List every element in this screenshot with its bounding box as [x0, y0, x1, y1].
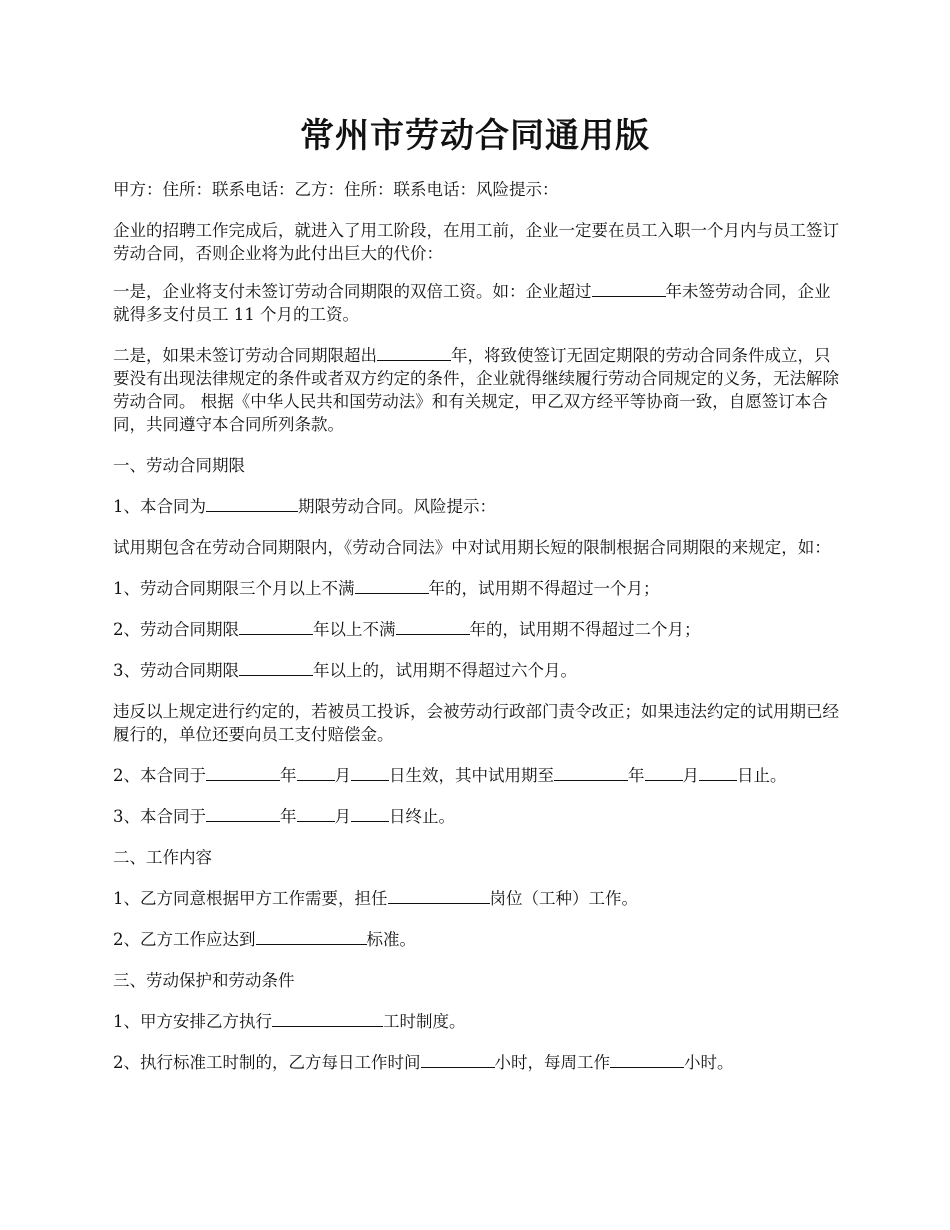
paragraph-clause: 3、本合同于 年 月 日终止。 [113, 807, 455, 826]
fill-blank[interactable] [239, 659, 313, 676]
section-heading: 三、劳动保护和劳动条件 [113, 971, 295, 990]
paragraph-probation-note: 试用期包含在劳动合同期限内，《劳动合同法》中对试用期长短的限制根据合同期限的来规定，如： [113, 538, 831, 557]
document-body [113, 178, 841, 1092]
fill-blank[interactable] [297, 764, 335, 781]
section-heading: 一、劳动合同期限 [113, 456, 245, 475]
section-heading: 二、工作内容 [113, 848, 212, 867]
fill-blank[interactable] [377, 344, 451, 361]
paragraph-clause: 2、劳动合同期限 年以上不满 年的，试用期不得超过二个月； [113, 620, 701, 639]
paragraph-clause: 3、劳动合同期限 年以上的，试用期不得超过六个月。 [113, 661, 577, 680]
paragraph-clause: 1、劳动合同期限三个月以上不满 年的，试用期不得超过一个月； [113, 579, 660, 598]
paragraph-clause: 1、乙方同意根据甲方工作需要，担任 岗位（工种）工作。 [113, 889, 638, 908]
fill-blank[interactable] [592, 280, 666, 297]
fill-blank[interactable] [388, 887, 490, 904]
document-title: 常州市劳动合同通用版 [300, 116, 650, 156]
fill-blank[interactable] [554, 764, 628, 781]
paragraph-clause: 1、本合同为 期限劳动合同。风险提示： [113, 497, 496, 516]
paragraph-clause: 2、执行标准工时制的，乙方每日工作时间 小时，每周工作 小时。 [113, 1053, 734, 1072]
fill-blank[interactable] [699, 764, 737, 781]
paragraph-risk-two: 二是，如果未签订劳动合同期限超出 年，将致使签订无固定期限的劳动合同条件成立，只要没有出现法律规定的条件或者双方约定的条件，企业就得继续履行劳动合同规定的义务，无法解除劳动合同。 根据《中华人民共和国劳动法》和有关规定，甲乙双方经平等协商一致，自愿签订本合同，共同遵守本合同所列条款。 [113, 346, 839, 434]
paragraph-clause: 1、甲方安排乙方执行 工时制度。 [113, 1012, 466, 1031]
fill-blank[interactable] [297, 805, 335, 822]
fill-blank[interactable] [256, 928, 367, 945]
fill-blank[interactable] [396, 618, 470, 635]
fill-blank[interactable] [610, 1051, 684, 1068]
paragraph-violation-note: 违反以上规定进行约定的，若被员工投诉，会被劳动行政部门责令改正；如果违法约定的试用期已经履行的，单位还要向员工支付赔偿金。 [113, 702, 839, 744]
fill-blank[interactable] [206, 495, 298, 512]
paragraph-clause: 2、本合同于 年 月 日生效，其中试用期至 年 月 日止。 [113, 766, 787, 785]
paragraph-clause: 2、乙方工作应达到 标准。 [113, 930, 416, 949]
fill-blank[interactable] [351, 805, 389, 822]
fill-blank[interactable] [206, 805, 280, 822]
paragraph-parties: 甲方：住所：联系电话：乙方：住所：联系电话：风险提示： [113, 180, 559, 199]
fill-blank[interactable] [355, 577, 429, 594]
paragraph-risk-one: 一是，企业将支付未签订劳动合同期限的双倍工资。如：企业超过 年未签劳动合同，企业就得多支付员工 11 个月的工资。 [113, 282, 831, 324]
fill-blank[interactable] [351, 764, 389, 781]
fill-blank[interactable] [272, 1010, 383, 1027]
fill-blank[interactable] [239, 618, 313, 635]
fill-blank[interactable] [206, 764, 280, 781]
fill-blank[interactable] [421, 1051, 495, 1068]
paragraph-intro: 企业的招聘工作完成后，就进入了用工阶段，在用工前，企业一定要在员工入职一个月内与员工签订劳动合同，否则企业将为此付出巨大的代价： [113, 221, 839, 263]
fill-blank[interactable] [645, 764, 683, 781]
